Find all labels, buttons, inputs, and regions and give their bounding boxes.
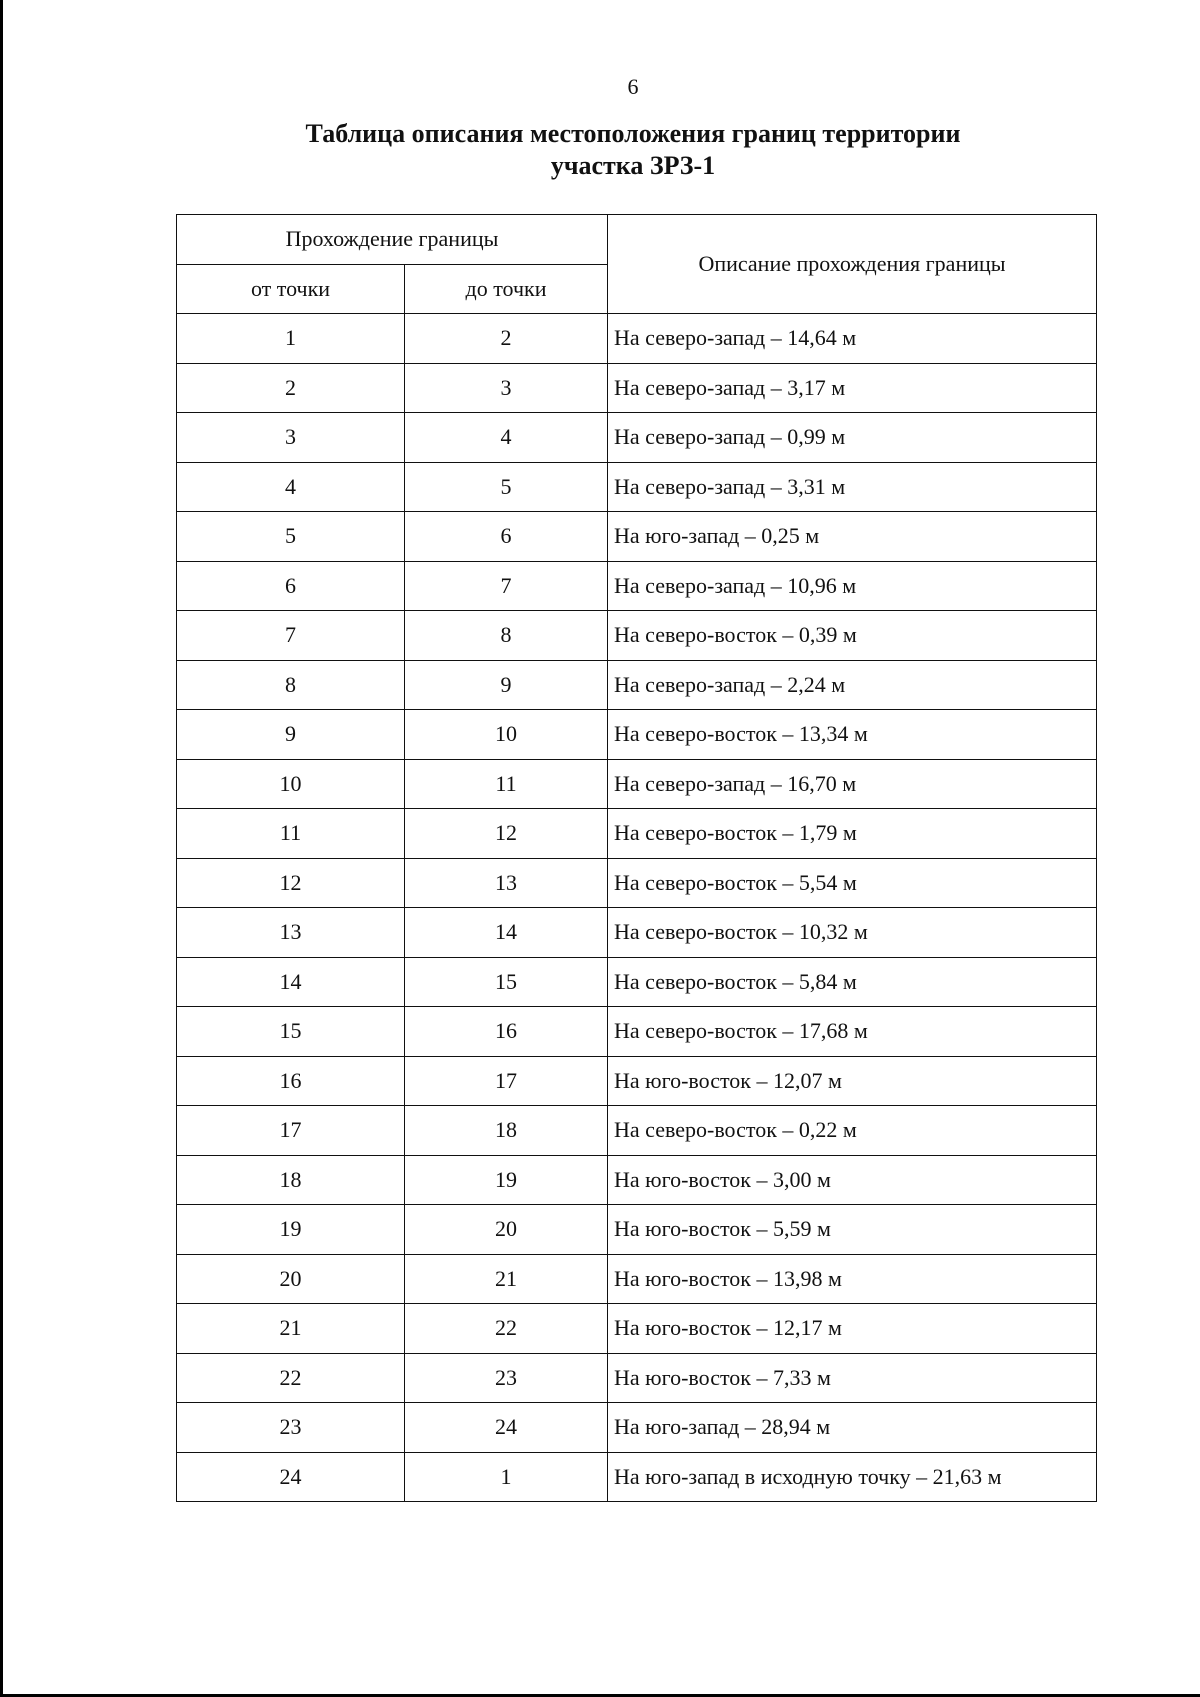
cell-from-point: 2 <box>177 363 405 413</box>
boundary-table <box>176 214 1097 1502</box>
cell-description: На северо-запад – 16,70 м <box>608 759 1097 809</box>
table-row <box>177 1353 1097 1403</box>
cell-from-point: 24 <box>177 1452 405 1502</box>
cell-to-point: 19 <box>405 1155 608 1205</box>
cell-description: На юго-восток – 12,07 м <box>608 1056 1097 1106</box>
header-from-point: от точки <box>177 264 405 314</box>
table-row <box>177 512 1097 562</box>
cell-to-point: 17 <box>405 1056 608 1106</box>
cell-description: На северо-запад – 14,64 м <box>608 314 1097 364</box>
cell-from-point: 14 <box>177 957 405 1007</box>
table-row <box>177 1106 1097 1156</box>
cell-description: На юго-восток – 13,98 м <box>608 1254 1097 1304</box>
cell-description: На северо-восток – 5,84 м <box>608 957 1097 1007</box>
cell-from-point: 20 <box>177 1254 405 1304</box>
cell-to-point: 22 <box>405 1304 608 1354</box>
cell-to-point: 20 <box>405 1205 608 1255</box>
cell-from-point: 15 <box>177 1007 405 1057</box>
cell-to-point: 11 <box>405 759 608 809</box>
cell-from-point: 13 <box>177 908 405 958</box>
cell-description: На северо-восток – 13,34 м <box>608 710 1097 760</box>
cell-from-point: 9 <box>177 710 405 760</box>
cell-from-point: 23 <box>177 1403 405 1453</box>
table-header <box>177 215 1097 314</box>
cell-description: На северо-запад – 2,24 м <box>608 660 1097 710</box>
cell-description: На юго-запад в исходную точку – 21,63 м <box>608 1452 1097 1502</box>
cell-description: На юго-запад – 28,94 м <box>608 1403 1097 1453</box>
cell-description: На юго-восток – 3,00 м <box>608 1155 1097 1205</box>
table-row <box>177 1254 1097 1304</box>
table-row <box>177 1056 1097 1106</box>
cell-to-point: 2 <box>405 314 608 364</box>
table-row <box>177 561 1097 611</box>
table-row <box>177 1205 1097 1255</box>
cell-to-point: 23 <box>405 1353 608 1403</box>
cell-to-point: 18 <box>405 1106 608 1156</box>
table-row <box>177 1452 1097 1502</box>
cell-from-point: 21 <box>177 1304 405 1354</box>
table-row <box>177 314 1097 364</box>
cell-from-point: 19 <box>177 1205 405 1255</box>
cell-description: На юго-восток – 7,33 м <box>608 1353 1097 1403</box>
cell-from-point: 17 <box>177 1106 405 1156</box>
cell-description: На юго-восток – 5,59 м <box>608 1205 1097 1255</box>
table-row <box>177 809 1097 859</box>
cell-from-point: 16 <box>177 1056 405 1106</box>
cell-from-point: 7 <box>177 611 405 661</box>
table-row <box>177 1007 1097 1057</box>
cell-to-point: 12 <box>405 809 608 859</box>
table-row <box>177 908 1097 958</box>
cell-to-point: 1 <box>405 1452 608 1502</box>
header-description: Описание прохождения границы <box>608 215 1097 314</box>
cell-description: На северо-запад – 3,17 м <box>608 363 1097 413</box>
table-row <box>177 1155 1097 1205</box>
cell-to-point: 7 <box>405 561 608 611</box>
cell-from-point: 1 <box>177 314 405 364</box>
cell-from-point: 22 <box>177 1353 405 1403</box>
table-row <box>177 957 1097 1007</box>
cell-to-point: 3 <box>405 363 608 413</box>
cell-from-point: 4 <box>177 462 405 512</box>
cell-from-point: 10 <box>177 759 405 809</box>
document-title-line-2: участка ЗРЗ-1 <box>550 151 716 180</box>
cell-to-point: 10 <box>405 710 608 760</box>
cell-to-point: 9 <box>405 660 608 710</box>
page-number: 6 <box>627 74 639 99</box>
cell-description: На северо-восток – 0,22 м <box>608 1106 1097 1156</box>
table-row <box>177 611 1097 661</box>
cell-to-point: 21 <box>405 1254 608 1304</box>
cell-description: На северо-запад – 3,31 м <box>608 462 1097 512</box>
cell-description: На юго-запад – 0,25 м <box>608 512 1097 562</box>
table-body <box>177 314 1097 1502</box>
table-row <box>177 1403 1097 1453</box>
table-row <box>177 710 1097 760</box>
table-row <box>177 413 1097 463</box>
cell-to-point: 24 <box>405 1403 608 1453</box>
table-row <box>177 660 1097 710</box>
cell-from-point: 5 <box>177 512 405 562</box>
table-row <box>177 363 1097 413</box>
table-row <box>177 462 1097 512</box>
cell-description: На северо-восток – 5,54 м <box>608 858 1097 908</box>
cell-from-point: 12 <box>177 858 405 908</box>
cell-from-point: 8 <box>177 660 405 710</box>
header-boundary-passage: Прохождение границы <box>177 215 608 265</box>
cell-from-point: 11 <box>177 809 405 859</box>
cell-to-point: 13 <box>405 858 608 908</box>
document-title <box>0 118 1200 182</box>
cell-to-point: 15 <box>405 957 608 1007</box>
table-row <box>177 1304 1097 1354</box>
cell-description: На северо-запад – 0,99 м <box>608 413 1097 463</box>
cell-description: На юго-восток – 12,17 м <box>608 1304 1097 1354</box>
cell-from-point: 6 <box>177 561 405 611</box>
table-row <box>177 759 1097 809</box>
cell-to-point: 5 <box>405 462 608 512</box>
cell-from-point: 18 <box>177 1155 405 1205</box>
cell-description: На северо-восток – 1,79 м <box>608 809 1097 859</box>
cell-to-point: 8 <box>405 611 608 661</box>
cell-description: На северо-запад – 10,96 м <box>608 561 1097 611</box>
cell-description: На северо-восток – 0,39 м <box>608 611 1097 661</box>
cell-from-point: 3 <box>177 413 405 463</box>
cell-description: На северо-восток – 10,32 м <box>608 908 1097 958</box>
scan-edge-left <box>0 0 3 1697</box>
cell-to-point: 4 <box>405 413 608 463</box>
header-to-point: до точки <box>405 264 608 314</box>
cell-to-point: 16 <box>405 1007 608 1057</box>
cell-to-point: 6 <box>405 512 608 562</box>
cell-description: На северо-восток – 17,68 м <box>608 1007 1097 1057</box>
document-title-line-1: Таблица описания местоположения границ территории <box>305 119 961 148</box>
cell-to-point: 14 <box>405 908 608 958</box>
table-row <box>177 858 1097 908</box>
